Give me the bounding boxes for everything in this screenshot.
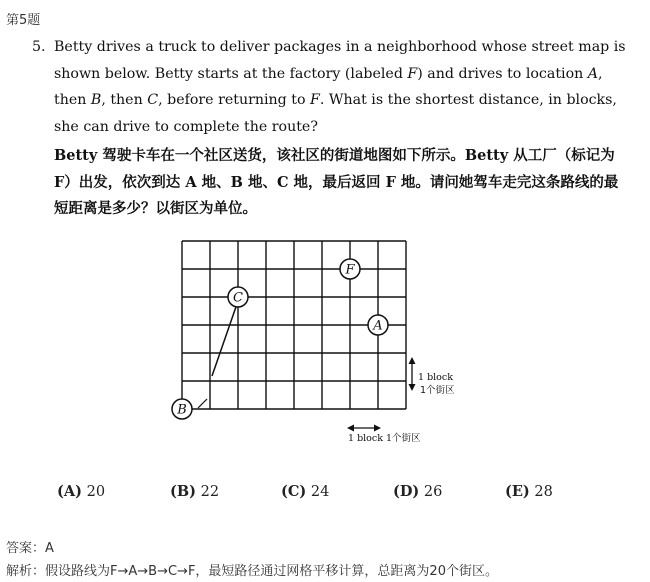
- pointer-line: [198, 399, 207, 408]
- problem-number: 5.: [32, 39, 46, 55]
- horizontal-scale: [347, 425, 421, 445]
- choice-b[interactable]: (B) 22: [170, 483, 220, 500]
- marker-label: A: [373, 318, 383, 334]
- problem-statement: [32, 34, 632, 223]
- marker-label: F: [345, 262, 355, 278]
- answer-value: A: [45, 541, 54, 556]
- path-line: [212, 301, 238, 376]
- vertical-scale-label-zh: 1个街区: [420, 385, 455, 396]
- choice-c[interactable]: (C) 24: [281, 483, 330, 500]
- street-map-svg: [160, 236, 480, 451]
- marker-f: [340, 259, 360, 279]
- problem-english-text: Betty drives a truck to deliver packages in a neighborhood whose street map is shown below. Betty starts at the factory (labeled F) and drives to location A, then B, then C, before returning to F. What is the shortest distance, in blocks, she can drive to complete the route?: [54, 39, 626, 135]
- marker-c: [228, 287, 248, 307]
- choice-d[interactable]: (D) 26: [393, 483, 443, 500]
- location-markers: [172, 259, 388, 419]
- answer-choices: [0, 483, 650, 507]
- analysis-text: 假设路线为F→A→B→C→F，最短路径通过网格平移计算，总距离为20个街区。: [45, 564, 498, 579]
- horizontal-scale-label: 1 block 1个街区: [348, 433, 421, 444]
- analysis-line: 解析：假设路线为F→A→B→C→F，最短路径通过网格平移计算，总距离为20个街区。: [6, 564, 498, 579]
- choice-e[interactable]: (E) 28: [505, 483, 553, 500]
- vertical-scale-label-en: 1 block: [418, 372, 453, 383]
- marker-label: C: [233, 290, 243, 306]
- street-map-figure: [160, 236, 480, 455]
- marker-label: B: [177, 402, 187, 418]
- marker-a: [368, 315, 388, 335]
- marker-b: [172, 399, 192, 419]
- problem-chinese-text: Betty 驾驶卡车在一个社区送货，该社区的街道地图如下所示。Betty 从工厂（标记为 F）出发，依次到达 A 地、B 地、C 地，最后返回 F 地。请问她驾车走完这条路线的最短距离是多少？以街区为单位。: [54, 147, 619, 217]
- choice-a[interactable]: (A) 20: [57, 483, 106, 500]
- vertical-scale: [409, 357, 456, 396]
- answer-line: 答案：A: [6, 541, 54, 556]
- question-number: 第5题: [6, 13, 41, 28]
